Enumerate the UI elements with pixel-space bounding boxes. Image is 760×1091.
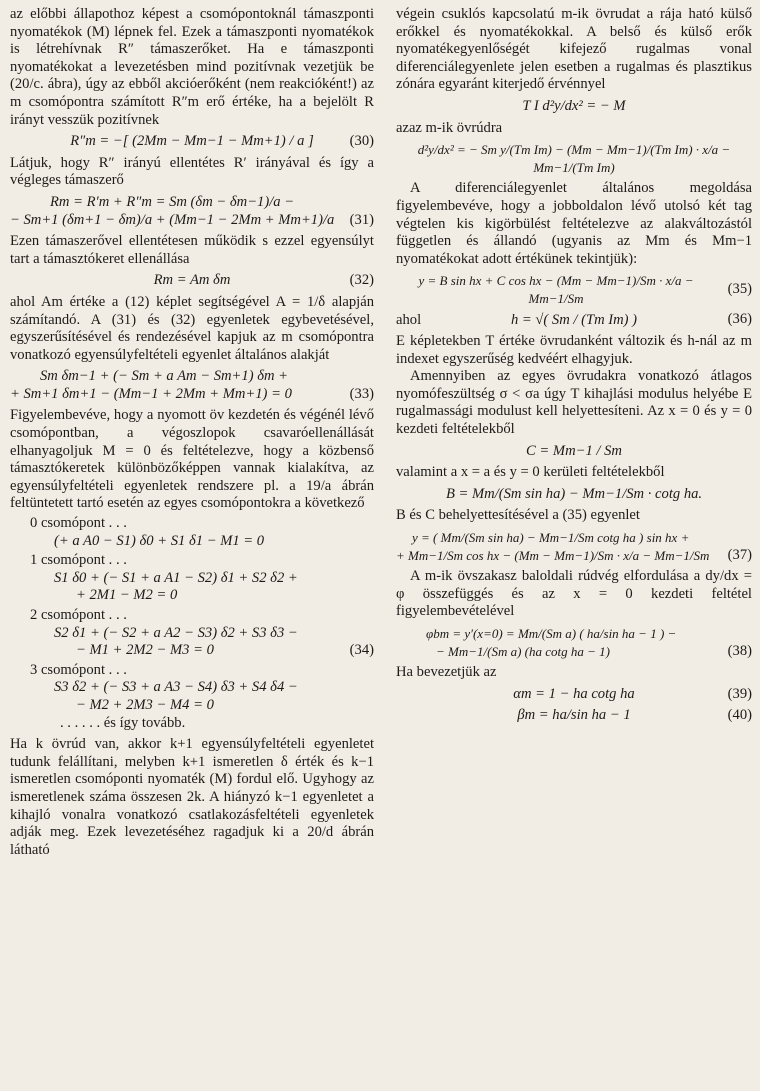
paragraph: E képletekben T értéke övrudanként változik és h-nál az m indexet egyszerűség kedvéért elhagyjuk. [396, 333, 752, 367]
equation-differential [396, 98, 752, 116]
node-2-equation [54, 625, 374, 660]
equation-label: ahol [396, 311, 422, 328]
equation-line: y = ( Mm/(Sm sin ha) − Mm−1/Sm cotg ha ) sin hx + [412, 530, 690, 546]
paragraph: Látjuk, hogy R″ irányú ellentétes R′ irányával és így a végleges támaszerő [10, 154, 374, 189]
equation-text: d²y/dx² = − Sm y/(Tm Im) − (Mm − Mm−1)/(Tm Im) · x/a − Mm−1/(Tm Im) [417, 142, 731, 175]
equation-36 [396, 312, 752, 330]
equation-line: Rm = R′m + R″m = Sm (δm − δm−1)/a − [50, 193, 295, 210]
node-2-heading: 2 csomópont . . . [30, 607, 127, 623]
equation-text: R″m = −[ (2Mm − Mm−1 − Mm+1) / a ] [70, 133, 314, 150]
equation-text: βm = ha/sin ha − 1 [517, 707, 631, 724]
left-column [10, 6, 374, 859]
node-1-heading: 1 csomópont . . . [30, 552, 127, 569]
equation-32 [10, 272, 374, 290]
paragraph: azaz m-ik övrúdra [396, 119, 503, 136]
equation-30 [10, 133, 374, 151]
equation-B [396, 486, 752, 504]
node-0-heading: 0 csomópont . . . [30, 515, 127, 532]
node-3-equation [54, 679, 374, 714]
equation-text: T I d²y/dx² = − M [522, 97, 626, 114]
equation-line: S3 δ2 + (− S3 + a A3 − S4) δ3 + S4 δ4 − [54, 679, 298, 696]
equation-C [396, 443, 752, 461]
equation-line: − M2 + 2M3 − M4 = 0 [76, 696, 214, 713]
equation-text: αm = 1 − ha cotg ha [513, 685, 635, 702]
equation-number: (36) [727, 311, 752, 328]
equation-line: − Mm−1/(Sm a) (ha cotg ha − 1) [436, 643, 610, 659]
paragraph: végein csuklós kapcsolatú m-ik övrudat a rája ható külső erőkkel és nyomatékokkal. A belső és külső erők nyomatékegyenlőségét kifejező rugalmas vonal diferenciálegyenlete jelen esetben a rugalmas és plasztikus zónára egyaránt kiterjedő érvénnyel [396, 6, 752, 93]
equation-38 [396, 625, 752, 660]
paragraph: A m-ik övszakasz baloldali rúdvég elfordulása a dy/dx = φ összefüggés és az x = 0 kezdeti feltétel figyelembevételével [396, 568, 752, 620]
equation-text: h = √( Sm / (Tm Im) ) [510, 311, 638, 328]
continuation-text: . . . . . . és így tovább. [60, 714, 186, 731]
equation-number: (39) [727, 685, 752, 702]
node-0-equation: (+ a A0 − S1) δ0 + S1 δ1 − M1 = 0 [54, 532, 265, 549]
paragraph: valamint a x = a és y = 0 kerületi feltételekből [396, 464, 665, 481]
equation-number: (30) [349, 133, 374, 150]
equation-line: + Sm+1 δm+1 − (Mm−1 + 2Mm + Mm+1) = 0 [10, 385, 292, 402]
equation-line: − M1 + 2M2 − M3 = 0 [76, 642, 214, 659]
equation-number: (33) [349, 385, 374, 402]
equation-number: (31) [349, 211, 374, 228]
equation-35 [396, 272, 752, 307]
equation-line: + Mm−1/Sm cos hx − (Mm − Mm−1)/Sm · x/a − Mm−1/Sm [396, 547, 710, 563]
equation-text: y = B sin hx + C cos hx − (Mm − Mm−1)/Sm · x/a − Mm−1/Sm [418, 273, 694, 306]
equation-31 [10, 194, 374, 229]
paragraph: Ezen támaszerővel ellentétesen működik s ezzel egyensúlyt tart a támasztókeret ellenállása [10, 233, 374, 267]
equation-37 [396, 529, 752, 564]
node-1-equation [54, 570, 374, 605]
paragraph: Ha k övrúd van, akkor k+1 egyensúlyfeltételi egyenletet tudunk felállítani, melyben k+1 ismeretlen δ érték és k−1 ismeretlen csomóponti nyomaték (M) fordul elő. Ugyhogy az ismeretlenek száma összesen 2k. A hiányzó k−1 egyenletet a kihajló vonalra vonatkozó csatlakozásfeltételi egyenletek adják meg. Ezek levezetéséhez ragadjuk ki a 20/d ábrán látható [10, 736, 374, 858]
equation-number: (32) [349, 272, 374, 289]
paragraph: Amennyiben az egyes övrudakra vonatkozó átlagos nyomófeszültség σ < σa úgy T kihajlási modulus helyébe E rugalmassági modulust kell helyettesíteni. Az x = 0 és y = 0 kezdeti feltételekből [396, 368, 752, 438]
equation-line: + 2M1 − M2 = 0 [76, 587, 178, 604]
equation-number: (35) [727, 281, 752, 298]
paragraph: ahol Am értéke a (12) képlet segítségével A = 1/δ alapján számítandó. A (31) és (32) egyenletek egybevetésével, egyszerűsítésével és rendezésével kapjuk az m csomópontra vonatkozó egyensúlyfeltételi egyenlet általános alakját [10, 293, 374, 363]
equation-line: Sm δm−1 + (− Sm + a Am − Sm+1) δm + [40, 368, 289, 385]
node-3-heading: 3 csomópont . . . [30, 661, 127, 678]
equation-number: (37) [727, 546, 752, 563]
equation-number: (40) [727, 707, 752, 724]
equation-33 [10, 368, 374, 403]
equation-40 [396, 707, 752, 725]
equation-line: − Sm+1 (δm+1 − δm)/a + (Mm−1 − 2Mm + Mm+1)/a [10, 211, 335, 228]
right-column [396, 6, 752, 729]
equation-line: φbm = y′(x=0) = Mm/(Sm a) ( ha/sin ha − 1 ) − [426, 626, 677, 641]
equation-number: (38) [727, 642, 752, 659]
paragraph: Figyelembevéve, hogy a nyomott öv kezdetén és végénél lévő csomópontban, a végoszlopok csavaróellenállását elhanyagoljuk M = 0 és feltételezve, hogy a közbenső támasztókeretek különbözőképpen vannak kialakítva, az egyensúlyfeltételi egyenletek rendszere pl. a 19/a ábrán feltüntetett tartó esetén az egyes csomópontokra a következő [10, 407, 374, 512]
paragraph: B és C behelyettesítésével a (35) egyenlet [396, 507, 640, 524]
equation-line: S1 δ0 + (− S1 + a A1 − S2) δ1 + S2 δ2 + [54, 569, 298, 586]
paragraph: Ha bevezetjük az [396, 664, 497, 681]
equation-differential-m [396, 141, 752, 176]
equation-text: B = Mm/(Sm sin ha) − Mm−1/Sm · cotg ha. [445, 485, 703, 502]
paragraph: az előbbi állapothoz képest a csomópontoknál támaszponti nyomatékok (M) lépnek fel. Ezek a támaszponti nyomatékok is létrehívnak R″ támaszerőket. Ha e támaszponti nyomatékokat a levezetésben mind pozitívnak vezetjük be (20/c. ábra), úgy az ebből akcióerőként (nem reakcióként!) az m csomópontra számított R″m erő értéke, ha a bejelölt R irányt vesszük pozitívnek [10, 6, 374, 128]
equation-text: C = Mm−1 / Sm [526, 442, 622, 459]
equation-text: Rm = Am δm [153, 272, 231, 289]
equation-line: S2 δ1 + (− S2 + a A2 − S3) δ2 + S3 δ3 − [54, 624, 298, 641]
equation-39 [396, 686, 752, 704]
paragraph: A diferenciálegyenlet általános megoldása figyelembevéve, hogy a jobboldalon lévő utolsó két tag végtelen kis kigörbülést feltételezve az alakváltozástól független és állandó (ugyanis az Mm és Mm−1 nyomatékokat adott értékünek tekintjük): [396, 180, 752, 267]
equation-number: (34) [349, 642, 374, 659]
